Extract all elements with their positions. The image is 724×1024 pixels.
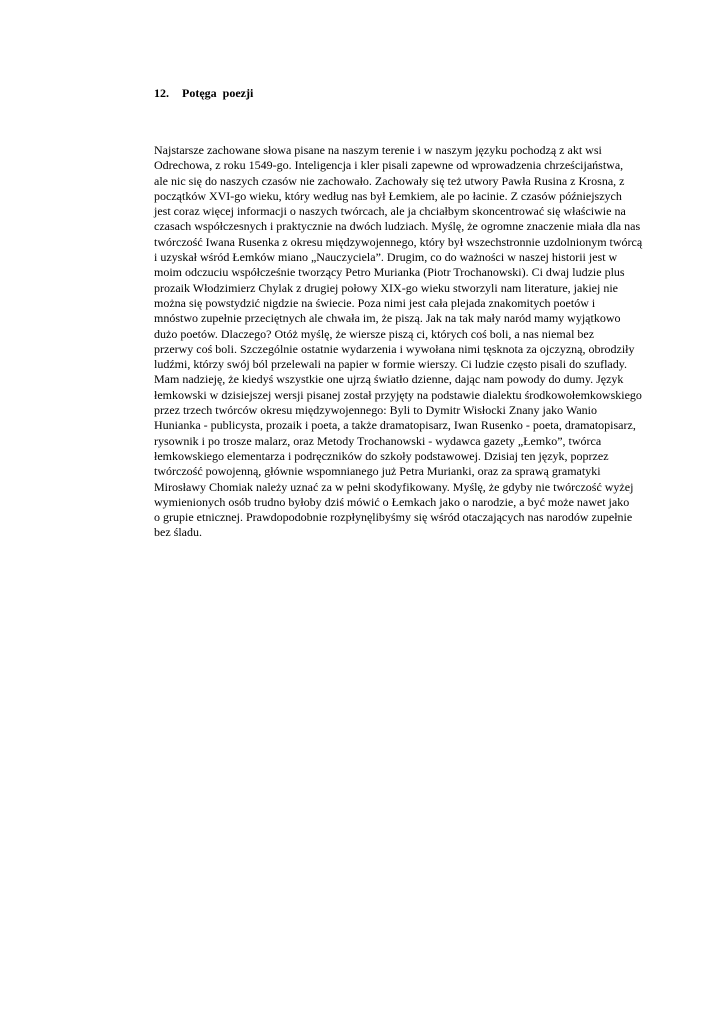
paragraph-line: Najstarsze zachowane słowa pisane na naszym terenie i w naszym języku pochodzą z akt wsi [154,143,602,157]
paragraph-line: mnóstwo zupełnie przeciętnych ale chwała im, że piszą. Jak na tak mały naród mamy wyjątkowo [154,311,621,326]
paragraph-line: prozaik Włodzimierz Chylak z drugiej połowy XIX-go wieku stworzyli nam literature, jakiej nie [154,280,618,295]
paragraph-line: rysownik i po trosze malarz, oraz Metody Trochanowski - wydawca gazety „Łemko”, twórca [154,433,602,448]
paragraph-line: wymienionych osób trudno byłoby dziś mówić o Łemkach jako o narodzie, a być może nawet jako [154,494,630,509]
paragraph-line: przez trzech twórców okresu międzywojennego: Byli to Dymitr Wisłocki Znany jako Wanio [154,403,597,418]
paragraph-line: Mirosławy Chomiak należy uznać za w pełni skodyfikowany. Myślę, że gdyby nie twórczość wyżej [154,479,634,494]
paragraph-line: twórczość Iwana Rusenka z okresu międzywojennego, który był wszechstronnie uzdolnionym twórcą [154,234,643,249]
paragraph-line: przerwy coś boli. Szczególnie ostatnie wydarzenia i wywołana nimi tęsknota za ojczyzną, obrodziły [154,341,635,356]
paragraph-line: jest coraz więcej informacji o naszych twórcach, ale ja chciałbym skoncentrować się właściwie na [154,204,626,219]
paragraph-line: Mam nadzieję, że kiedyś wszystkie one ujrzą światło dzienne, dając nam powody do dumy. Język [154,372,624,387]
paragraph-line: można się powstydzić nigdzie na świecie. Poza nimi jest cała plejada znakomitych poetów i [154,295,596,310]
chapter-number: 12. [154,86,169,100]
chapter-heading [154,86,253,101]
chapter-title: Potęga poezji [182,86,254,100]
paragraph-line: Odrechowa, z roku 1549-go. Inteligencja i kler pisali zapewne od wprowadzenia chrześcijaństwa, [154,158,624,173]
paragraph-line: twórczość powojenną, głównie wspomnianego już Petra Murianki, oraz za sprawą gramatyki [154,464,601,479]
paragraph-line: ale nic się do naszych czasów nie zachowało. Zachowały się też utwory Pawła Rusina z Krosna, z [154,173,625,188]
paragraph-line: czasach współczesnych i praktycznie na dwóch ludziach. Myślę, że ogromne znaczenie miała dla nas [154,219,641,234]
body-paragraph [154,143,643,541]
paragraph-line: początków XVI-go wieku, który według nas był Łemkiem, ale po łacinie. Z czasów późniejszych [154,188,622,203]
paragraph-line: bez śladu. [154,525,202,540]
paragraph-line: o grupie etnicznej. Prawdopodobnie rozpłynęlibyśmy się wśród otaczających nas narodów zupełnie [154,510,633,525]
paragraph-line: łemkowskiego elementarza i podręczników do szkoły podstawowej. Dzisiaj ten język, poprzez [154,448,609,463]
paragraph-line: i uzyskał wśród Łemków miano „Nauczyciela”. Drugim, co do ważności w naszej historii jest w [154,250,618,265]
paragraph-line: Hunianka - publicysta, prozaik i poeta, a także dramatopisarz, Iwan Rusenko - poeta, dramatopisarz, [154,418,636,433]
paragraph-line: ludźmi, którzy swój ból przelewali na papier w formie wierszy. Ci ludzie często pisali do szuflady. [154,357,627,372]
paragraph-line: moim odczuciu współcześnie tworzący Petro Murianka (Piotr Trochanowski). Ci dwaj ludzie plus [154,265,625,280]
paragraph-line: łemkowski w dzisiejszej wersji pisanej został przyjęty na podstawie dialektu środkowołemkowskiego [154,387,642,402]
paragraph-line: dużo poetów. Dlaczego? Otóż myślę, że wiersze piszą ci, których coś boli, a nas niemal bez [154,326,595,341]
